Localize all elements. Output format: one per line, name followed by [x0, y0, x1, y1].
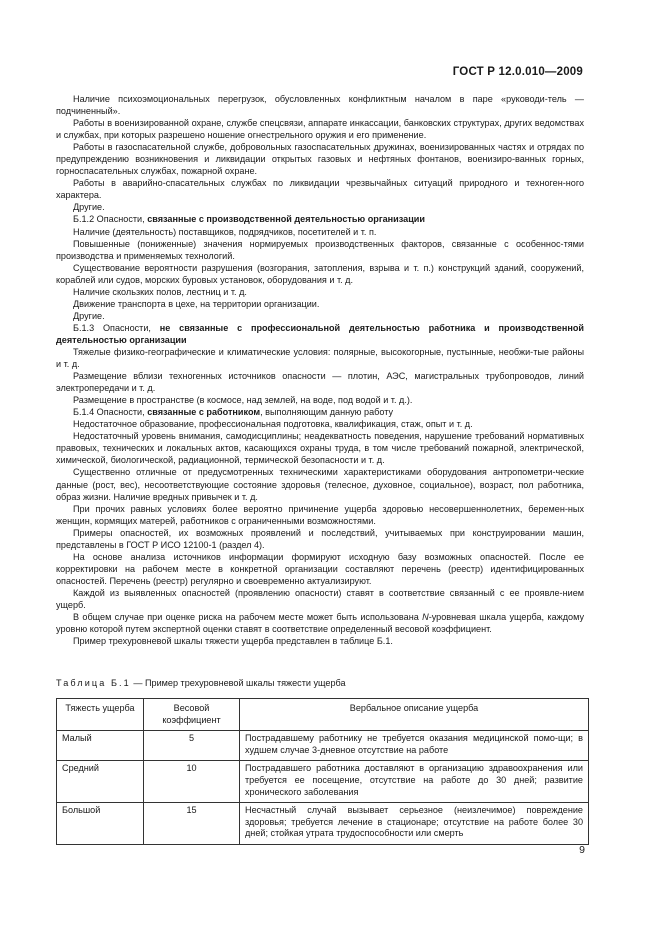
table-row [57, 731, 589, 761]
paragraph: Работы в военизированной охране, службе спецсвязи, аппарате инкассации, банковских структурах, других ведомствах и службах, при которых разрешено ношение огнестрельного оружия и его применение. [56, 118, 584, 141]
paragraph: Существенно отличные от предусмотренных техническими характеристиками оборудования антропометри-ческие данные (рост, вес), несоответствующие состояние здоровья (телесное, духовное, социальное), возраст, пол работника, образ жизни. Наличие вредных привычек и т. д. [56, 467, 584, 502]
paragraph: Другие. [73, 202, 105, 213]
paragraph: Недостаточное образование, профессиональная подготовка, квалификация, стаж, опыт и т. д. [73, 419, 473, 430]
paragraph: Пример трехуровневой шкалы тяжести ущерба представлен в таблице Б.1. [73, 636, 393, 647]
paragraph: Повышенные (пониженные) значения нормируемых производственных факторов, связанные с особеннос-тями производства и применяемых технологий. [56, 238, 584, 261]
document-body [56, 93, 584, 647]
column-header-weight: Весовой коэффициент [144, 699, 240, 731]
paragraph: Размещение вблизи техногенных источников опасности — плотин, АЭС, магистральных трубопроводов, линий электропередачи и т. д. [56, 371, 584, 394]
page-number: 9 [579, 844, 585, 856]
document-header: ГОСТ Р 12.0.010—2009 [452, 66, 583, 78]
section-heading-b-1-3: Б.1.3 Опасности, не связанные с профессиональной деятельностью работника и производственной деятельностью организации [56, 322, 584, 345]
paragraph: Движение транспорта в цехе, на территории организации. [73, 298, 320, 309]
severity-cell: Малый [57, 731, 144, 761]
description-cell: Пострадавшему работнику не требуется оказания медицинской помо-щи; в худшем случае 3-дневное отсутствие на работе [240, 731, 589, 761]
paragraph: На основе анализа источников информации формируют исходную базу возможных опасностей. После ее корректировки на рабочем месте в конкретной организации составляют перечень (реестр) идентифицированных опасностей. Перечень (реестр) регулярно и своевременно актуализируют. [56, 551, 584, 586]
paragraph: Работы в газоспасательной службе, добровольных газоспасательных дружинах, военизированных частях и отрядах по предупреждению возникновения и ликвидации открытых газовых и нефтяных фонтанов, военизиро-ванных горных, горноспасательных службах, пожарной охране. [56, 142, 584, 177]
severity-cell: Большой [57, 803, 144, 845]
paragraph: Тяжелые физико-географические и климатические условия: полярные, высокогорные, пустынные, необжи-тые районы и т. д. [56, 346, 584, 370]
paragraph: Примеры опасностей, их возможных проявлений и последствий, учитываемых при конструировании машин, представлены в ГОСТ Р ИСО 12100-1 (раздел 4). [56, 527, 584, 550]
section-heading-b-1-2: Б.1.2 Опасности, связанные с производственной деятельностью организации [73, 214, 425, 225]
paragraph: Каждой из выявленных опасностей (проявлению опасности) ставят в соответствие связанный с ее проявле-нием ущерб. [56, 587, 584, 610]
severity-table [56, 698, 589, 845]
paragraph: В общем случае при оценке риска на рабочем месте может быть использована N-уровневая шкала ущерба, каждому уровню которой путем экспертной оценки ставят в соответствие определенный весовой коэффициент. [56, 612, 584, 635]
table-row [57, 803, 589, 845]
paragraph: Работы в аварийно-спасательных службах по ликвидации чрезвычайных ситуаций природного и техноген-ного характера. [56, 178, 584, 201]
section-heading-b-1-4: Б.1.4 Опасности, связанные с работником, выполняющим данную работу [73, 407, 394, 418]
column-header-description: Вербальное описание ущерба [240, 699, 589, 731]
column-header-severity: Тяжесть ущерба [57, 699, 144, 731]
paragraph: Другие. [73, 310, 105, 321]
weight-cell: 15 [144, 803, 240, 845]
paragraph: Наличие скользких полов, лестниц и т. д. [73, 286, 247, 297]
paragraph: Недостаточный уровень внимания, самодисциплины; неадекватность поведения, нарушение требований нормативных правовых, технических и локальных актов, касающихся охраны труда, в том числе требований пожарной, электрической, химической, биологической, радиационной, термической безопасности и т. д. [56, 431, 584, 466]
paragraph: Наличие (деятельность) поставщиков, подрядчиков, посетителей и т. п. [73, 226, 377, 237]
paragraph: Размещение в пространстве (в космосе, над землей, на воде, под водой и т. д.). [73, 395, 413, 406]
paragraph: Существование вероятности разрушения (возгорания, затопления, взрыва и т. п.) конструкций зданий, сооружений, кораблей или судов, морских буровых установок, оборудования и т. д. [56, 262, 584, 285]
weight-cell: 10 [144, 761, 240, 803]
paragraph: При прочих равных условиях более вероятно причинение ущерба здоровью несовершеннолетних, беремен-ных женщин, кормящих матерей, работников с ограниченными возможностями. [56, 503, 584, 526]
severity-cell: Средний [57, 761, 144, 803]
paragraph: Наличие психоэмоциональных перегрузок, обусловленных конфликтным началом в паре «руководи-тель — подчиненный». [56, 94, 584, 117]
description-cell: Пострадавшего работника доставляют в организацию здравоохранения или требуется ее посещение, отсутствие на работе до 30 дней; развитие хронического заболевания [240, 761, 589, 803]
weight-cell: 5 [144, 731, 240, 761]
table-header-row [57, 699, 589, 731]
table-row [57, 761, 589, 803]
table-caption: Таблица Б.1 — Пример трехуровневой шкалы тяжести ущерба [56, 678, 346, 688]
description-cell: Несчастный случай вызывает серьезное (неизлечимое) повреждение здоровья; требуется лечение в стационаре; отсутствие на работе более 30 дней; стойкая утрата трудоспособности или смерть [240, 803, 589, 845]
